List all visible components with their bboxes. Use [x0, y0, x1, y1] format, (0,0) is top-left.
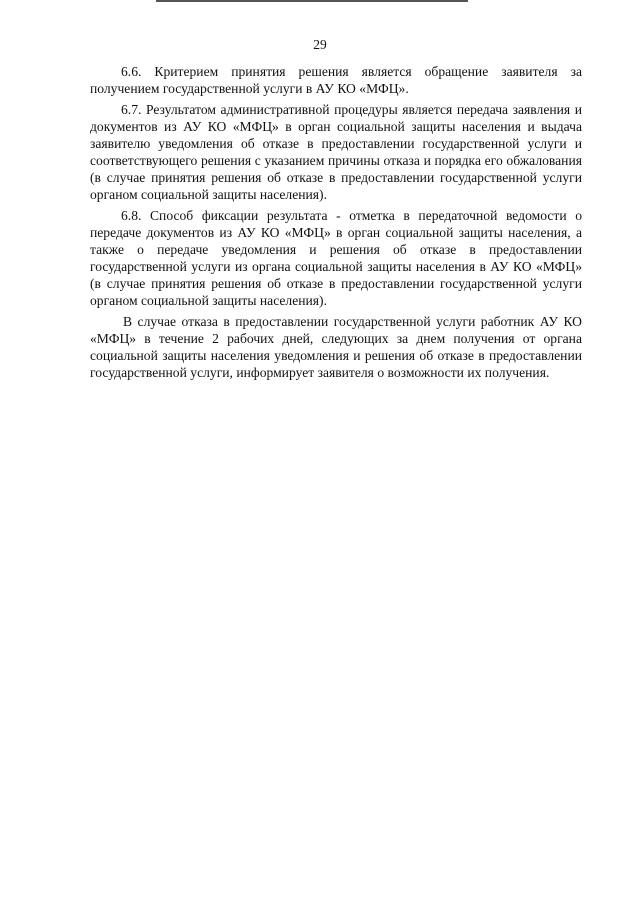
paragraph-6-6: 6.6. Критерием принятия решения является обращение заявителя за получением государственной услуги в АУ КО «МФЦ». — [90, 64, 582, 96]
paragraph-6-8: 6.8. Способ фиксации результата - отметка в передаточной ведомости о передаче документов из АУ КО «МФЦ» в орган социальной защиты населения, а также о передаче уведомления и решения об отказе в предоставлении государственной услуги из органа социальной защиты населения в АУ КО «МФЦ» (в случае принятия решения об отказе в предоставлении государственной услуги органом социальной защиты населения). — [90, 208, 582, 308]
page-number: 29 — [313, 37, 327, 52]
paragraph-6-7: 6.7. Результатом административной процедуры является передача заявления и документов из АУ КО «МФЦ» в орган социальной защиты населения и выдача заявителю уведомления об отказе в предоставлении государственной услуги и соответствующего решения с указанием причины отказа и порядка его обжалования (в случае принятия решения об отказе в предоставлении государственной услуги органом социальной защиты населения). — [90, 102, 582, 202]
paragraph-refusal-case: В случае отказа в предоставлении государственной услуги работник АУ КО «МФЦ» в течение 2 рабочих дней, следующих за днем получения от органа социальной защиты населения уведомления и решения об отказе в предоставлении государственной услуги, информирует заявителя о возможности их получения. — [90, 314, 582, 380]
document-body — [90, 63, 582, 385]
top-border-line — [156, 0, 468, 2]
